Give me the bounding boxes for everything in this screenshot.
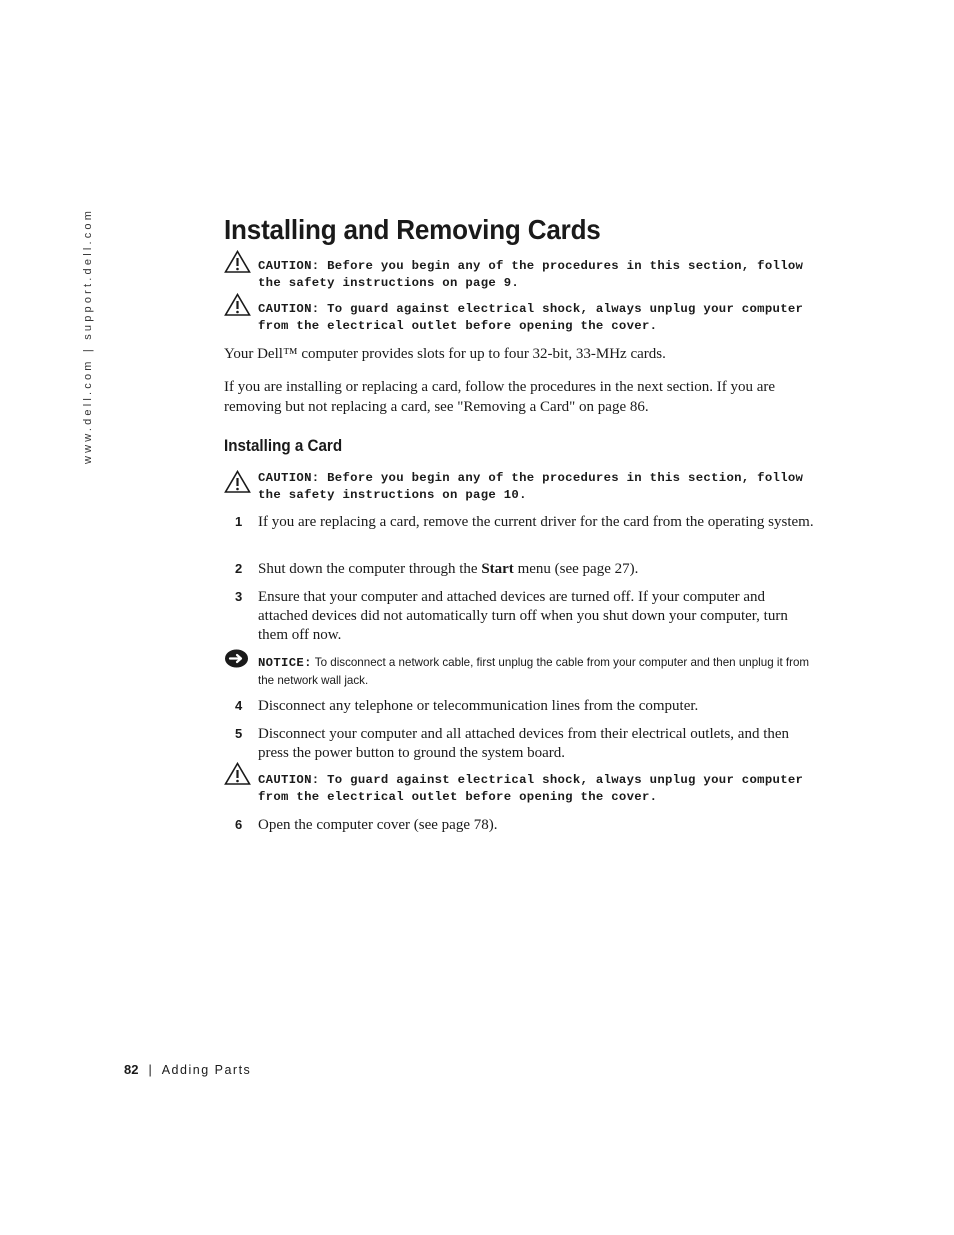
footer-separator: | (148, 1063, 152, 1077)
step-number: 2 (235, 561, 243, 576)
start-menu-term: Start (481, 561, 514, 577)
caution-callout (224, 470, 814, 504)
step-text: Disconnect your computer and all attached devices from their electrical outlets, and then press the power button to ground the system board. (258, 726, 790, 761)
step-text: Open the computer cover (see page 78). (258, 817, 498, 833)
caution-icon (224, 762, 251, 786)
notice-callout (224, 654, 814, 690)
caution-icon (224, 250, 251, 274)
step-number: 1 (235, 514, 243, 529)
step-number: 3 (235, 589, 243, 604)
intro-paragraph: If you are installing or replacing a card, follow the procedures in the next section. If you are removing but not replacing a card, see "Removing a Card" on page 86. (224, 379, 776, 415)
side-url: www.dell.com | support.dell.com (82, 207, 94, 464)
step-text (258, 560, 814, 579)
step-number: 4 (235, 698, 243, 713)
section-heading: Installing a Card (224, 437, 343, 455)
notice-icon (224, 648, 249, 669)
intro-paragraph: Your Dell™ computer provides slots for up to four 32-bit, 33-MHz cards. (224, 346, 666, 362)
step-text: Disconnect any telephone or telecommunication lines from the computer. (258, 698, 699, 714)
notice-label: NOTICE: (258, 656, 312, 670)
caution-text: CAUTION: To guard against electrical shock, always unplug your computer from the electrical outlet before opening the cover. (258, 302, 804, 333)
chapter-name: Adding Parts (161, 1063, 252, 1077)
step-item (224, 725, 814, 763)
notice-body: To disconnect a network cable, first unplug the cable from your computer and then unplug it from the network wall jack. (258, 656, 810, 687)
page-footer (124, 1062, 251, 1077)
caution-callout (224, 258, 814, 292)
page-title: Installing and Removing Cards (224, 214, 601, 245)
caution-callout (224, 301, 814, 335)
caution-callout (224, 772, 814, 806)
step-item (224, 697, 814, 716)
notice-text (258, 654, 814, 690)
step-number: 6 (235, 817, 243, 832)
step-item (224, 588, 814, 645)
step-number: 5 (235, 726, 243, 741)
step-text-after: menu (see page 27). (513, 561, 639, 577)
caution-text: CAUTION: Before you begin any of the procedures in this section, follow the safety instructions on page 9. (258, 259, 804, 290)
caution-icon (224, 470, 251, 494)
caution-text: CAUTION: To guard against electrical shock, always unplug your computer from the electrical outlet before opening the cover. (258, 773, 804, 804)
step-text-before: Shut down the computer through the (258, 561, 482, 577)
page-number: 82 (124, 1062, 139, 1077)
step-text: If you are replacing a card, remove the current driver for the card from the operating system. (258, 514, 814, 530)
step-item (224, 560, 814, 579)
step-item (224, 816, 814, 835)
caution-icon (224, 293, 251, 317)
step-item (224, 513, 814, 532)
caution-text: CAUTION: Before you begin any of the procedures in this section, follow the safety instructions on page 10. (258, 471, 804, 502)
step-text: Ensure that your computer and attached devices are turned off. If your computer and attached devices did not automatically turn off when you shut down your computer, turn them off now. (258, 589, 788, 643)
